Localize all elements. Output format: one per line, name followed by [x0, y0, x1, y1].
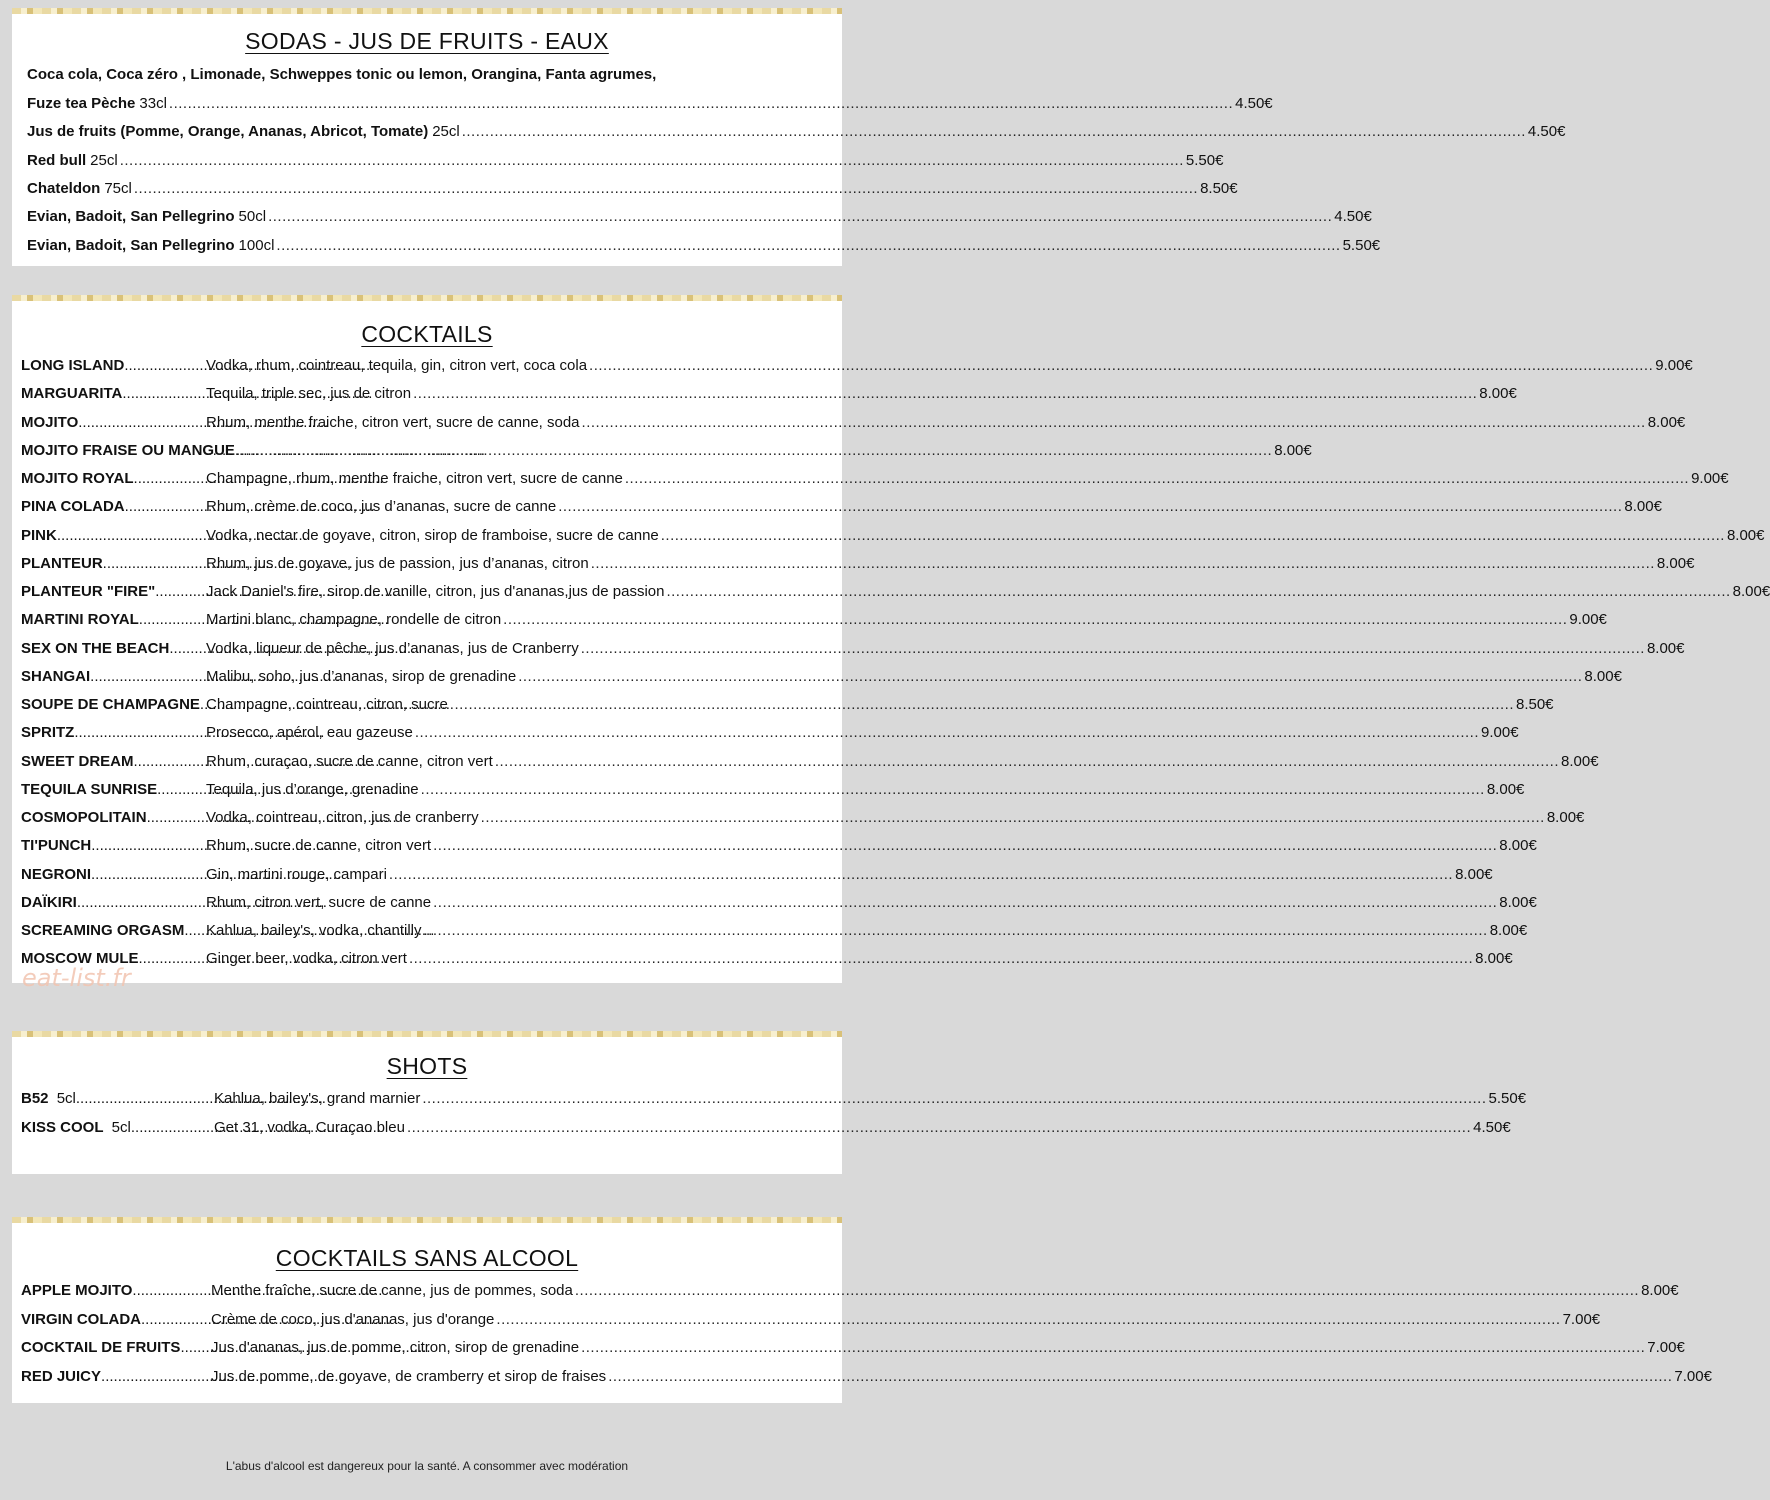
item-name: PLANTEUR	[21, 554, 103, 572]
shots-section	[12, 1031, 1527, 1174]
item-name: SHANGAI	[21, 667, 91, 685]
item-name: RED JUICY	[21, 1367, 102, 1385]
menu-row	[21, 357, 1693, 374]
dot-leader	[424, 922, 1488, 939]
item-price: 8.00€	[1274, 441, 1312, 459]
menu-row	[21, 865, 1493, 883]
menu-row	[21, 1090, 1527, 1107]
name-column	[21, 498, 206, 515]
menu-row	[21, 498, 1662, 516]
item-price: 8.00€	[1646, 639, 1685, 657]
dot-leader	[134, 180, 1198, 197]
item-description: Rhum, crème de coco, jus d’ananas, sucre de canne	[206, 498, 557, 516]
menu-row	[21, 922, 1528, 939]
menu-row	[21, 1118, 1511, 1136]
dot-leader	[581, 1339, 1645, 1356]
item-name: TEQUILA SUNRISE	[21, 780, 158, 798]
item-description: Rhum, curaçao, sucre de canne, citron vert	[206, 752, 493, 770]
dot-leader	[421, 781, 1485, 798]
item-name: SEX ON THE BEACH	[21, 639, 170, 657]
name-column	[21, 753, 206, 770]
item-name: PLANTEUR "FIRE"	[21, 583, 156, 600]
item-price: 8.00€	[1584, 667, 1622, 685]
dot-leader	[575, 1282, 1639, 1299]
dot-leader	[409, 950, 1473, 967]
item-name: NEGRONI	[21, 865, 92, 883]
menu-row	[21, 611, 1607, 629]
item-description: Rhum, jus de goyave, jus de passion, jus d’ananas, citron	[206, 554, 589, 572]
menu-row	[27, 179, 1238, 197]
item-description: Vodka, rhum, cointreau, tequila, gin, citron vert, coca cola	[206, 357, 588, 374]
dot-leader	[518, 668, 1582, 685]
item-description: Champagne, rhum, menthe fraiche, citron vert, sucre de canne	[206, 470, 623, 487]
menu-row	[21, 780, 1525, 798]
menu-row	[21, 837, 1537, 855]
item-price: 8.00€	[1475, 950, 1513, 968]
section-title: SODAS - JUS DE FRUITS - EAUX	[245, 28, 609, 54]
item-price: 9.00€	[1569, 611, 1607, 629]
item-description: Menthe fraîche, sucre de canne, jus de pommes, soda	[211, 1282, 573, 1299]
item-description: Tequila, triple sec, jus de citron	[206, 385, 412, 403]
item-price: 9.00€	[1481, 724, 1519, 742]
item-description: Jus d'ananas, jus de pomme, citron, sirop de grenadine	[211, 1339, 580, 1356]
item-price: 8.00€	[1624, 498, 1662, 516]
item-size: 5cl	[52, 1090, 76, 1107]
item-size: 50cl	[238, 208, 267, 226]
item-price: 9.00€	[1655, 357, 1693, 374]
menu-row	[27, 95, 1273, 112]
dot-leader	[413, 385, 1477, 402]
item-name: Jus de fruits (Pomme, Orange, Ananas, Abricot, Tomate)	[27, 123, 429, 141]
name-column	[21, 724, 206, 741]
menu-row	[21, 724, 1519, 742]
menu-row	[21, 470, 1729, 487]
item-name: APPLE MOJITO	[21, 1282, 133, 1299]
item-name: Evian, Badoit, San Pellegrino	[27, 208, 235, 226]
menu-row	[21, 752, 1599, 770]
item-size: 25cl	[432, 123, 460, 141]
name-column	[21, 809, 206, 826]
item-name: TI'PUNCH	[21, 837, 92, 855]
item-description: Gin, martini rouge, campari	[206, 865, 387, 883]
item-name: SCREAMING ORGASM	[21, 922, 185, 939]
item-price: 4.50€	[1334, 208, 1372, 226]
name-column	[21, 1368, 211, 1385]
item-price: 8.00€	[1479, 385, 1517, 403]
sodas-section	[12, 8, 1566, 266]
menu-row	[21, 1282, 1679, 1299]
cocktails-section	[12, 295, 1770, 983]
item-name: SPRITZ	[21, 724, 75, 742]
dot-leader	[462, 123, 1526, 140]
item-name: B52	[21, 1090, 49, 1107]
name-column	[21, 1282, 211, 1299]
dot-leader	[496, 1311, 1560, 1328]
item-name: MOJITO FRAISE OU MANGUE	[21, 441, 235, 459]
section-title: SHOTS	[386, 1053, 468, 1079]
item-name: Fuze tea Pèche	[27, 95, 136, 112]
item-description: Vodka, cointreau, citron, jus de cranberry	[206, 809, 479, 826]
name-column	[21, 781, 206, 798]
menu-row	[21, 809, 1585, 826]
item-size: 25cl	[90, 151, 118, 169]
name-column	[21, 555, 206, 572]
item-name: COCKTAIL DE FRUITS	[21, 1339, 181, 1356]
item-price: 8.00€	[1546, 809, 1585, 826]
name-column	[21, 385, 206, 402]
dot-leader	[503, 611, 1567, 628]
item-name: LONG ISLAND	[21, 357, 125, 374]
item-name: DAÏKIRI	[21, 893, 77, 911]
item-price: 8.00€	[1641, 1282, 1679, 1299]
item-description: Get 31, vodka, Curaçao bleu	[214, 1118, 405, 1136]
name-column	[21, 837, 206, 854]
item-description: Kahlua, bailey's, grand marnier	[214, 1090, 421, 1107]
item-price: 8.00€	[1499, 837, 1537, 855]
item-size: 33cl	[139, 95, 167, 112]
item-size: 75cl	[104, 179, 132, 197]
item-description: Vodka, liqueur de pêche, jus d’ananas, jus de Cranberry	[206, 639, 579, 657]
item-description: Rhum, sucre de canne, citron vert	[206, 837, 432, 855]
name-column	[21, 1339, 211, 1356]
menu-row	[21, 639, 1685, 657]
name-column	[21, 866, 206, 883]
dot-leader	[268, 208, 1332, 225]
item-description: Martini blanc, champagne, rondelle de citron	[206, 611, 502, 629]
item-price: 8.00€	[1656, 554, 1695, 572]
item-name: PINK	[21, 526, 57, 544]
dot-leader	[581, 640, 1645, 657]
item-price: 8.00€	[1732, 583, 1770, 600]
item-price: 8.00€	[1561, 752, 1599, 770]
name-column	[21, 414, 206, 431]
menu-row	[21, 583, 1770, 600]
dot-leader	[169, 95, 1233, 112]
gold-border	[12, 295, 842, 301]
item-price: 7.00€	[1562, 1310, 1601, 1328]
item-price: 5.50€	[1185, 151, 1224, 169]
item-price: 5.50€	[1488, 1090, 1527, 1107]
item-name: VIRGIN COLADA	[21, 1310, 141, 1328]
dot-leader	[666, 583, 1730, 600]
item-price: 8.00€	[1486, 780, 1525, 798]
gold-border	[12, 8, 842, 14]
dot-leader	[591, 555, 1655, 572]
name-column	[21, 640, 206, 657]
item-price: 7.00€	[1674, 1367, 1712, 1385]
dot-leader	[120, 152, 1184, 169]
item-name: PINA COLADA	[21, 498, 125, 516]
dot-leader	[208, 442, 1272, 459]
menu-row	[21, 441, 1312, 459]
section-title: COCKTAILS	[361, 321, 493, 347]
name-column	[21, 1311, 211, 1328]
item-description: Malibu, soho, jus d’ananas, sirop de grenadine	[206, 667, 517, 685]
name-column	[21, 611, 206, 628]
item-price: 8.50€	[1200, 179, 1238, 197]
gold-border	[12, 1217, 842, 1223]
menu-row	[21, 696, 1554, 713]
gold-border	[12, 1031, 842, 1037]
item-price: 8.00€	[1647, 413, 1686, 431]
item-description: Jus de pomme, de goyave, de cramberry et sirop de fraises	[211, 1367, 607, 1385]
item-price: 8.00€	[1726, 526, 1765, 544]
menu-row	[21, 667, 1622, 685]
sans-alcool-section	[12, 1217, 1712, 1403]
item-name: KISS COOL	[21, 1118, 104, 1136]
sodas-intro: Coca cola, Coca zéro , Limonade, Schweppes tonic ou lemon, Orangina, Fanta agrumes,	[27, 66, 657, 83]
name-column	[21, 441, 235, 459]
menu-row	[21, 385, 1517, 403]
dot-leader	[495, 753, 1559, 770]
section-title: COCKTAILS SANS ALCOOL	[275, 1245, 579, 1271]
dot-leader	[407, 1119, 1471, 1136]
footer-warning: L'abus d'alcool est dangereux pour la santé. A consommer avec modération	[225, 1459, 629, 1473]
menu-row	[21, 1310, 1601, 1328]
item-price: 4.50€	[1527, 123, 1566, 141]
item-price: 9.00€	[1691, 470, 1729, 487]
item-name: MOSCOW MULE	[21, 950, 139, 968]
menu-row	[27, 208, 1372, 226]
dot-leader	[276, 237, 1340, 254]
item-price: 5.50€	[1342, 236, 1381, 254]
item-size: 5cl	[107, 1118, 131, 1136]
dot-leader	[608, 1368, 1672, 1385]
item-description: Prosecco, apérol, eau gazeuse	[206, 724, 413, 742]
dot-leader	[433, 837, 1497, 854]
dot-leader	[558, 498, 1622, 515]
item-description: Rhum, citron vert, sucre de canne	[206, 893, 432, 911]
watermark: eat-list.fr	[22, 964, 131, 992]
menu-row	[21, 950, 1513, 968]
name-column	[21, 1119, 214, 1136]
item-description: Vodka, nectar de goyave, citron, sirop de framboise, sucre de canne	[206, 526, 659, 544]
dot-leader	[415, 724, 1479, 741]
item-description: Crème de coco, jus d'ananas, jus d'orange	[211, 1310, 495, 1328]
dot-leader	[661, 527, 1725, 544]
dot-leader	[582, 414, 1646, 431]
menu-row	[21, 526, 1765, 544]
menu-row	[21, 893, 1537, 911]
name-column	[21, 583, 206, 600]
name-column	[21, 922, 206, 939]
item-price: 8.00€	[1499, 893, 1537, 911]
name-column	[21, 527, 206, 544]
dot-leader	[625, 470, 1689, 487]
item-price: 4.50€	[1235, 95, 1273, 112]
dot-leader	[422, 1090, 1486, 1107]
menu-row	[21, 413, 1686, 431]
name-column	[21, 894, 206, 911]
item-name: Chateldon	[27, 179, 101, 197]
item-price: 7.00€	[1647, 1339, 1685, 1356]
item-description: Tequila, jus d’orange, grenadine	[206, 780, 419, 798]
item-name: SOUPE DE CHAMPAGNE	[21, 696, 200, 713]
item-description: Kahlua, bailey's, vodka, chantilly	[206, 922, 422, 939]
dot-leader	[450, 696, 1514, 713]
item-description: Champagne, cointreau, citron, sucre	[206, 696, 448, 713]
item-name: MARTINI ROYAL	[21, 611, 139, 629]
item-name: MOJITO	[21, 413, 79, 431]
name-column	[21, 668, 206, 685]
item-price: 8.50€	[1515, 696, 1554, 713]
dot-leader	[389, 866, 1453, 883]
name-column	[21, 357, 206, 374]
menu-row	[27, 151, 1224, 169]
item-price: 4.50€	[1473, 1118, 1511, 1136]
name-column	[21, 470, 206, 487]
menu-row	[21, 1367, 1712, 1385]
item-description: Ginger beer, vodka, citron vert	[206, 950, 407, 968]
item-description: Rhum, menthe fraiche, citron vert, sucre de canne, soda	[206, 413, 580, 431]
name-column	[21, 1090, 214, 1107]
item-name: MOJITO ROYAL	[21, 470, 134, 487]
menu-row	[27, 123, 1566, 141]
item-size: 100cl	[238, 236, 275, 254]
item-name: MARGUARITA	[21, 385, 123, 403]
menu-row	[21, 554, 1695, 572]
item-name: COSMOPOLITAIN	[21, 809, 147, 826]
item-name: SWEET DREAM	[21, 752, 134, 770]
item-name: Evian, Badoit, San Pellegrino	[27, 236, 235, 254]
item-description: Jack Daniel's fire, sirop de vanille, citron, jus d'ananas,jus de passion	[206, 583, 665, 600]
dot-leader	[481, 809, 1545, 826]
item-name: Red bull	[27, 151, 87, 169]
menu-row	[21, 1339, 1685, 1356]
item-price: 8.00€	[1455, 865, 1493, 883]
dot-leader	[589, 357, 1653, 374]
menu-row	[27, 236, 1381, 254]
dot-leader	[433, 894, 1497, 911]
name-column	[21, 696, 206, 713]
item-price: 8.00€	[1489, 922, 1528, 939]
